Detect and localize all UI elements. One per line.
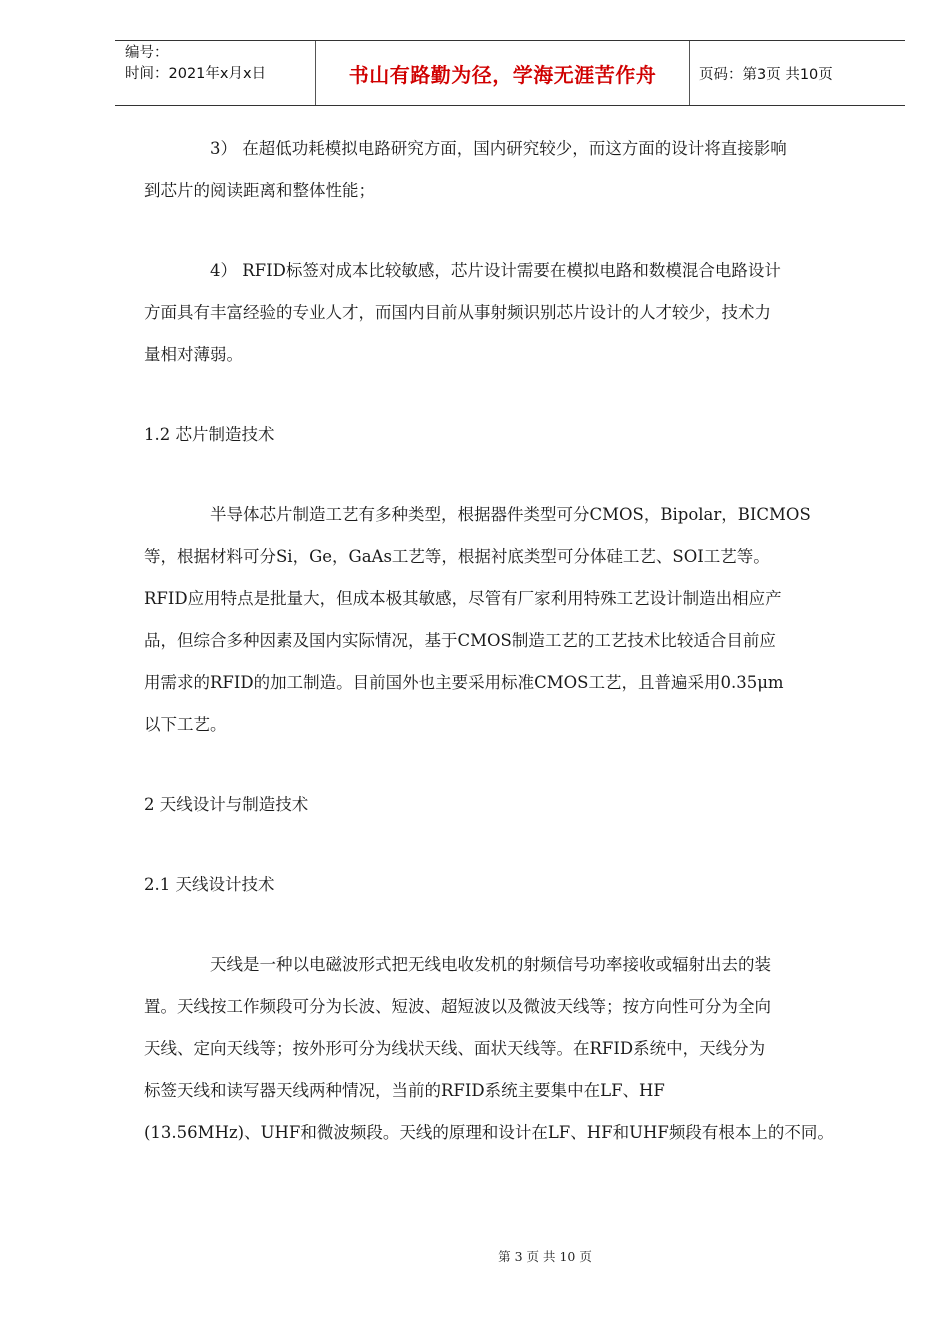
text-line: 半导体芯片制造工艺有多种类型，根据器件类型可分CMOS，Bipolar，BICMOS [210,505,811,524]
page-footer [0,1247,950,1265]
section-heading-2-1: 2.1 天线设计技术 [144,875,275,894]
text-line: 天线、定向天线等；按外形可分为线状天线、面状天线等。在RFID系统中，天线分为 [144,1039,766,1058]
paragraph-3 [144,128,884,212]
time-label: 时间：2021年x月x日 [125,66,267,82]
text-line: 置。天线按工作频段可分为长波、短波、超短波以及微波天线等；按方向性可分为全向 [144,997,771,1016]
paragraph-4 [144,250,884,376]
footer-page-number: 第 3 页 共 10 页 [498,1249,592,1264]
text-line: 标签天线和读写器天线两种情况，当前的RFID系统主要集中在LF、HF [144,1081,665,1100]
text-line: 等，根据材料可分Si，Ge，GaAs工艺等，根据衬底类型可分体硅工艺、SOI工艺等。 [144,547,770,566]
section-heading-1-2: 1.2 芯片制造技术 [144,425,275,444]
text-line: 3） 在超低功耗模拟电路研究方面，国内研究较少，而这方面的设计将直接影响 [210,139,787,158]
text-line: 以下工艺。 [144,715,227,734]
paragraph-antenna [144,944,884,1154]
header-motto: 书山有路勤为径，学海无涯苦作舟 [316,41,690,105]
paragraph-chip-manufacturing [144,494,884,746]
text-line: RFID应用特点是批量大，但成本极其敏感，尽管有厂家利用特殊工艺设计制造出相应产 [144,589,782,608]
document-body [144,128,884,1154]
text-line: (13.56MHz)、UHF和微波频段。天线的原理和设计在LF、HF和UHF频段有根本上的不同。 [144,1123,834,1142]
header-meta [115,41,316,105]
text-line: 品，但综合多种因素及国内实际情况，基于CMOS制造工艺的工艺技术比较适合目前应 [144,631,776,650]
number-label: 编号： [125,45,169,61]
section-heading-2: 2 天线设计与制造技术 [144,795,309,814]
text-line: 到芯片的阅读距离和整体性能； [144,181,375,200]
text-line: 用需求的RFID的加工制造。目前国外也主要采用标准CMOS工艺，且普遍采用0.35μm [144,673,784,692]
text-line: 方面具有丰富经验的专业人才，而国内目前从事射频识别芯片设计的人才较少，技术力 [144,303,771,322]
header-page-info: 页码：第3页 共10页 [699,66,833,83]
text-line: 4） RFID标签对成本比较敏感，芯片设计需要在模拟电路和数模混合电路设计 [210,261,781,280]
text-line: 量相对薄弱。 [144,345,243,364]
page-header [115,40,905,106]
text-line: 天线是一种以电磁波形式把无线电收发机的射频信号功率接收或辐射出去的装 [210,955,771,974]
